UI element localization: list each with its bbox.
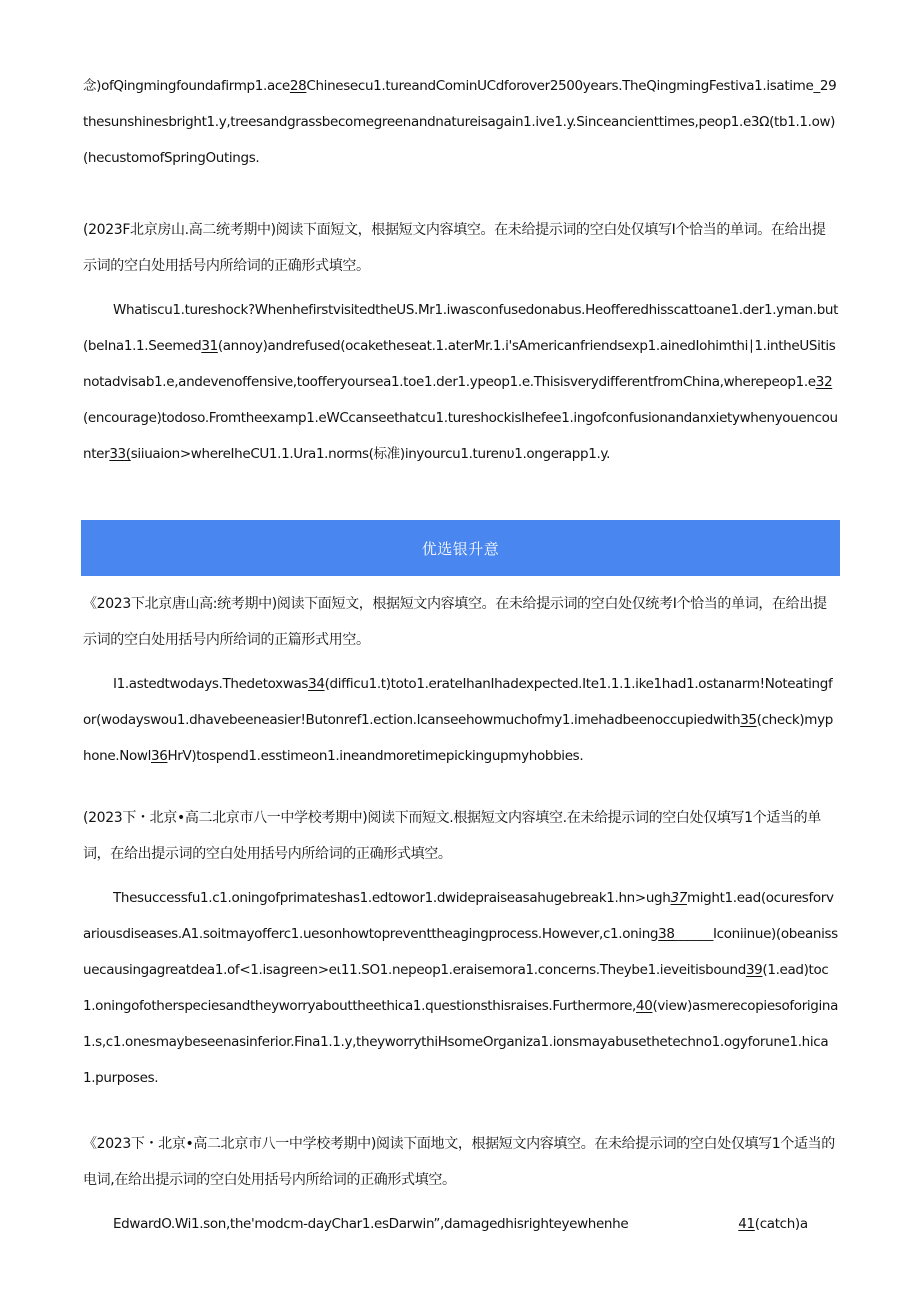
passage-wilson-text: EdwardO.Wi1.son,the'modcm-dayChar1.esDarwin”,damagedhisrighteyewhenhe 41(catch)a: [113, 1216, 808, 1232]
question-heading: (2023下・北京•高二北京市八一中学校考期中)阅读下而短文.根据短文内容填空.在未给提示词的空白处仅填写1个适当的单词，在给出提示词的空白处用括号内所给词的正确形式填空。: [83, 810, 821, 862]
passage-detox-text: I1.astedtwodays.Thedetoxwas34(difficu1.t)toto1.erateIhanIhadexpected.Ite1.1.1.ike1had1.ostanarm!Noteatingfor(wodayswou1.dhavebeeneasier!Butonref1.ection.Icanseehowmuchofmy1.imehadbeenoccupiedwith35(check)myphone.Nowl36HrV)tospend1.esstimeon1.ineandmoretimepickingupmyhobbies.: [83, 676, 833, 764]
blank-33[interactable]: 33(: [109, 446, 131, 462]
question-heading: (2023F北京房山.高二统考期中)阅读下面短文，根据短文内容填空。在未给提示词的空白处仅填写I个恰当的单词。在给出提示词的空白处用括号内所给词的正确形式填空。: [83, 222, 826, 274]
section-banner-title: 优选银升意: [421, 539, 500, 558]
passage-cloning-text: Thesuccessfu1.c1.oningofprimateshas1.edtowor1.dwidepraiseasahugebreak1.hn>ugh37might1.ead(ocuresforvariousdiseases.A1.soitmayofferc1.uesonhowtopreventtheagingprocess.However,c1.oning38______Iconiinue)(obeanissuecausingagreatdea1.of<1.isagreen>eι11.SO1.nepeop1.eraisemora1.concerns.Theybe1.ieveitisbound39(1.ead)toc1.oningofotherspeciesandtheyworryabouttheethica1.questionsthisraises.Furthermore,40(view)asmerecopiesoforigina1.s,c1.onesmaybeseenasinferior.Fina1.1.y,theyworrythiHsomeOrganiza1.ionsmayabusethetechno1.ogyforune1.hica1.purposes.: [83, 890, 839, 1086]
blank-34[interactable]: 34: [308, 676, 325, 692]
blank-35[interactable]: 35: [740, 712, 757, 728]
blank-32[interactable]: 32: [815, 374, 833, 390]
blank-36[interactable]: 36: [150, 748, 168, 764]
blank-39[interactable]: 39: [745, 962, 763, 978]
section-banner: [81, 520, 840, 576]
question-culture-shock: [83, 212, 839, 472]
question-detox: [83, 586, 839, 774]
question-wilson: [83, 1126, 839, 1242]
blank-38[interactable]: 38: [658, 926, 675, 942]
blank-41[interactable]: 41: [738, 1216, 755, 1232]
passage-culture-shock-text: Whatiscu1.tureshock?WhenhefirstvisitedtheUS.Mr1.iwasconfusedonabus.Heofferedhisscattoane1.der1.yman.but(beIna1.1.Seemed31(annoy)andrefused(ocaketheseat.1.aterMr.1.i'sAmericanfriendsexp1.ainedIohimthi∣1.intheUSitisnotadvisab1.e,andevenoffensive,toofferyoursea1.toe1.der1.ypeop1.e.ThisisverydifferentfromChina,wherepeop1.e32(encourage)todoso.Fromtheexamp1.eWCcanseethatcu1.tureshockisIhefee1.ingofconfusionandanxietywhenyouencounter33(siiuaion>whereIheCU1.1.Ura1.norms(标准)inyourcu1.turenυ1.ongerapp1.y.: [83, 302, 839, 462]
blank-37[interactable]: 37: [670, 890, 687, 906]
blank-29[interactable]: _29: [813, 78, 837, 94]
blank-38-line: ______: [674, 926, 714, 942]
question-heading: 《2023下・北京•高二北京市八一中学校考期中)阅读下面地文，根据短文内容填空。在未给提示词的空白处仅填写1个适当的电词,在给出提示词的空白处用括号内所给词的正确形式填空。: [83, 1136, 835, 1188]
blank-31[interactable]: 31: [201, 338, 218, 354]
blank-28[interactable]: 28: [289, 78, 307, 94]
blank-40[interactable]: 40: [636, 998, 653, 1014]
question-heading: 《2023下北京唐山高:统考期中)阅读下面短文，根据短文内容填空。在未给提示词的空白处仅统考I个恰当的单词，在给出提示词的空白处用括号内所给词的正篇形式用空。: [83, 596, 827, 648]
question-cloning: [83, 800, 839, 1096]
passage-qingming: [83, 68, 839, 176]
passage-qingming-text: 念)ofQingmingfoundafirmp1.ace28Chinesecu1.tureandCominUCdforover2500years.TheQingmingFestiva1.isatime_29thesunshinesbright1.y,treesandgrassbecomegreenandnatureisagain1.ive1.y.Sinceancienttimes,peop1.e3Ω(tb1.1.ow)(hecustomofSpringOutings.: [83, 78, 837, 166]
